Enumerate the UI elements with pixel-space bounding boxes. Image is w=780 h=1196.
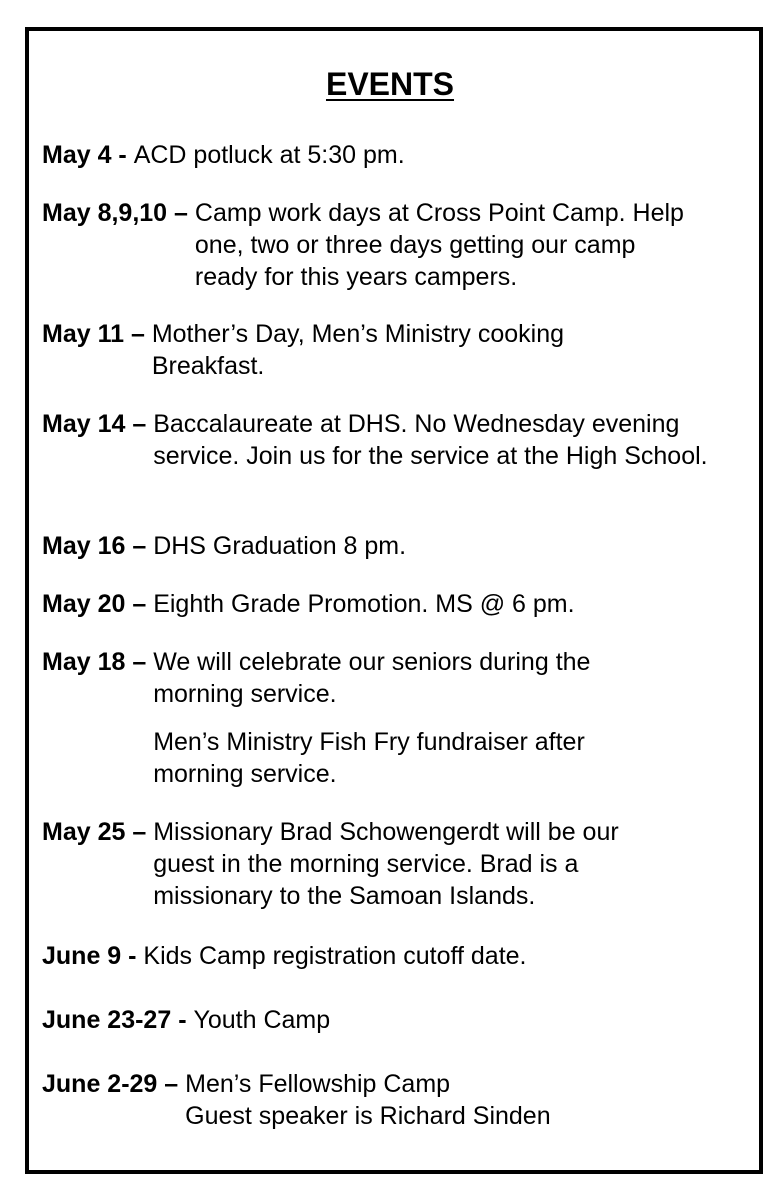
event-description: Kids Camp registration cutoff date. bbox=[143, 942, 527, 970]
event-description: DHS Graduation 8 pm. bbox=[153, 532, 407, 560]
event-description-extra: Guest speaker is Richard Sinden bbox=[185, 1102, 551, 1130]
event-date: June 9 - bbox=[42, 942, 144, 970]
event-description: Baccalaureate at DHS. No Wednesday evening service. Join us for the service at the High School. bbox=[153, 410, 708, 470]
event-may-25 bbox=[42, 816, 683, 912]
event-date: June 2-29 – bbox=[42, 1070, 186, 1098]
event-date: May 14 – bbox=[42, 410, 154, 438]
event-june-9 bbox=[42, 940, 663, 972]
event-date: May 8,9,10 – bbox=[42, 199, 195, 227]
event-description: We will celebrate our seniors during the morning service. bbox=[153, 648, 591, 708]
event-date: May 25 – bbox=[42, 818, 154, 846]
page-title: EVENTS bbox=[325, 66, 455, 102]
event-date: May 20 – bbox=[42, 590, 154, 618]
event-description: Youth Camp bbox=[193, 1006, 331, 1034]
event-may-20 bbox=[42, 588, 713, 620]
event-description: Men’s Fellowship Camp bbox=[185, 1070, 451, 1098]
event-june-23-27 bbox=[42, 1004, 673, 1036]
event-may-8-9-10 bbox=[42, 197, 690, 293]
event-description: Camp work days at Cross Point Camp. Help one, two or three days getting our camp ready for this years campers. bbox=[194, 199, 684, 291]
event-date: May 11 – bbox=[42, 320, 152, 348]
event-may-4 bbox=[42, 139, 574, 171]
event-description: Eighth Grade Promotion. MS @ 6 pm. bbox=[153, 590, 575, 618]
event-date: May 18 – bbox=[42, 648, 154, 676]
event-description-extra: Men’s Ministry Fish Fry fundraiser after morning service. bbox=[153, 728, 585, 788]
event-may-11 bbox=[42, 318, 637, 382]
event-description: Mother’s Day, Men’s Ministry cooking Breakfast. bbox=[151, 320, 564, 380]
event-may-16 bbox=[42, 530, 713, 562]
event-description: Missionary Brad Schowengerdt will be our guest in the morning service. Brad is a missionary to the Samoan Islands. bbox=[153, 818, 619, 910]
event-may-14 bbox=[42, 408, 723, 472]
event-may-18 bbox=[42, 646, 673, 790]
event-date: May 4 - bbox=[42, 141, 134, 169]
event-date: May 16 – bbox=[42, 532, 154, 560]
event-description: ACD potluck at 5:30 pm. bbox=[133, 141, 405, 169]
event-date: June 23-27 - bbox=[42, 1006, 194, 1034]
event-june-2-29 bbox=[42, 1068, 665, 1132]
